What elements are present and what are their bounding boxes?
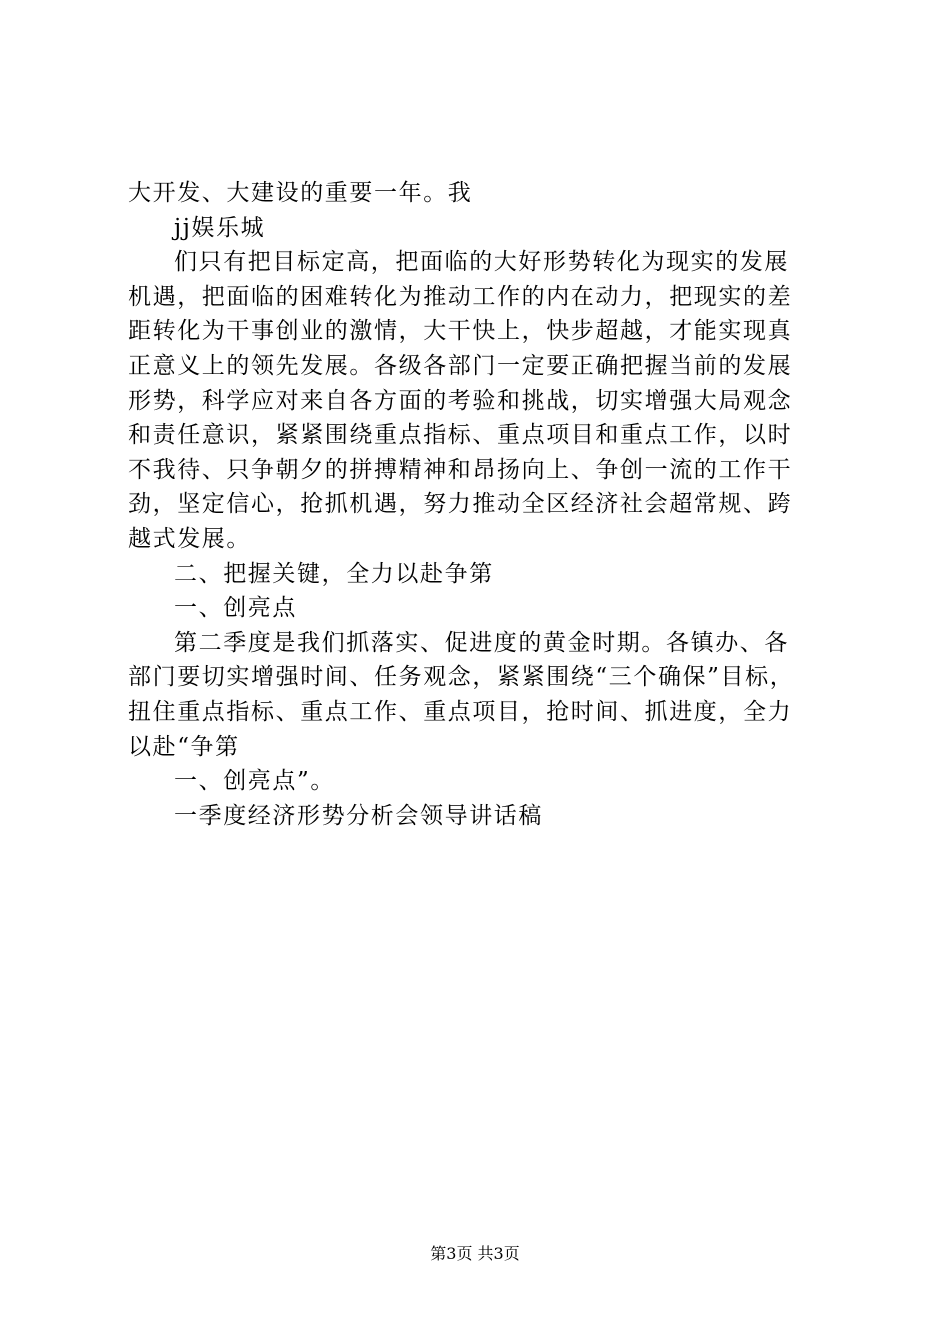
page-footer: 第3页 共3页 [430, 1244, 520, 1263]
paragraph-line: 和责任意识，紧紧围绕重点指标、重点项目和重点工作，以时 [128, 422, 793, 449]
paragraph-line: 不我待、只争朝夕的拼搏精神和昂扬向上、争创一流的工作干 [128, 456, 793, 483]
paragraph-line: 正意义上的领先发展。各级各部门一定要正确把握当前的发展 [128, 352, 793, 379]
paragraph-line: 一季度经济形势分析会领导讲话稿 [174, 802, 543, 829]
document-body [128, 176, 828, 833]
paragraph-line: 以赴“争第 [128, 733, 240, 760]
paragraph-line: 扭住重点指标、重点工作、重点项目，抢时间、抓进度，全力 [128, 698, 793, 725]
paragraph-line: 第二季度是我们抓落实、促进度的黄金时期。各镇办、各 [174, 629, 789, 656]
paragraph-line: 大开发、大建设的重要一年。我 [128, 180, 473, 206]
paragraph-line: 一、创亮点 [174, 595, 297, 622]
paragraph-line: 距转化为干事创业的激情，大干快上，快步超越，才能实现真 [128, 318, 793, 345]
paragraph-line: 越式发展。 [128, 525, 251, 552]
paragraph-line: 形势，科学应对来自各方面的考验和挑战，切实增强大局观念 [128, 387, 793, 414]
paragraph-line: 机遇，把面临的困难转化为推动工作的内在动力，把现实的差 [128, 283, 793, 310]
paragraph-line: 们只有把目标定高，把面临的大好形势转化为现实的发展 [174, 249, 789, 276]
paragraph-line: 劲，坚定信心，抢抓机遇，努力推动全区经济社会超常规、跨 [128, 491, 793, 518]
paragraph-line: 一、创亮点”。 [174, 768, 335, 795]
paragraph-line: jj娱乐城 [174, 214, 266, 241]
paragraph-line: 部门要切实增强时间、任务观念，紧紧围绕“三个确保”目标， [128, 664, 795, 691]
paragraph-line: 二、把握关键，全力以赴争第 [174, 560, 494, 587]
